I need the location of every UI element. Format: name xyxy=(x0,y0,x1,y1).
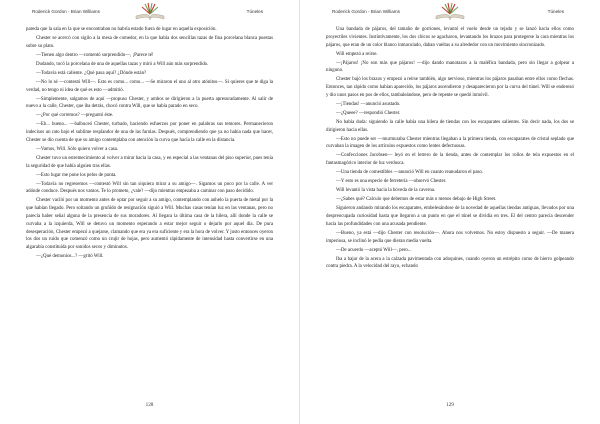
paragraph: —Bueno, ya está —dijo Chester con resolución—. Ahora nos volvemos. No estoy dispuesto a seguir. —De manera imperiosa, se inclinó le pedía que dieran media vuelta. xyxy=(326,230,574,244)
paragraph: Siguieron andando mirando los escaparates, embelesándose de la novedad de aquellas tiendas antiguas, llevados por una despreocupada curiosidad hasta que llegaron a un punto en que el túnel se dividía en tres. El del centro parecía descender hacia las profundidades con una acusada pendiente. xyxy=(326,206,574,227)
paragraph: —De acuerdo —aceptó Will—, pero... xyxy=(336,247,412,253)
paragraph: Una bandada de pájaros, del tamaño de gorriones, levantó el vuelo desde un tejado y se lanzó hacia ellos como proyectiles vivientes. Instintivamente, los dos chicos se agacharon, levantando los brazos para protegerse la cara mientras los pájaros, que eran de un color blanco inmaculado, daban vueltas a su alrededor con un movimiento sincronizado. xyxy=(326,27,574,48)
paragraph: Chester bajó los brazos y empezó a reírse también, algo nervioso, mientras los pájaros pasaban entre ellos como flechas. Entonces, tan rápido como habían aparecido, los pájaros ascendieron y desaparecieron por la curva del túnel. Will se enderezó y dio unos pasos en pos de ellos, tambaleándose, pero de repente se quedó inmóvil. xyxy=(326,77,574,98)
paragraph: Will levantó la vista hacia la bóveda de la caverna. xyxy=(336,188,436,194)
header-title: Túneles xyxy=(547,8,564,14)
paragraph: —Todavía no regresemos —contestó Will sin tan siquiera mirar a su amigo—. Sigamos un poco por la calle. A ver adónde conduce. Después nos vamos. Te lo prometo, ¿vale? —dijo mientras empezaba a caminar con paso decidido. xyxy=(26,181,273,195)
header-author: Roderick Gordon - Brian Williams xyxy=(32,8,100,14)
paragraph: —Todavía está caliente. ¿Qué pasa aquí? ¿Dónde están? xyxy=(36,70,147,76)
paragraph: —Esto no puede ser —murmuraba Chester mientras llegaban a la primera tienda, con escaparates de cristal seplado que curvaban la imagen de los artículos expuestos como lentes defectuosas. xyxy=(326,136,574,150)
right-page-header xyxy=(326,0,574,22)
paragraph: —¿Queee? —respondió Chester. xyxy=(336,110,401,116)
paragraph: No había duda: siguiendo la calle había una hilera de tiendas con los escaparates salientes. Sin decir nada, los dos se dirigieron hacia ellas. xyxy=(326,119,574,133)
paragraph: —Vamos, Will. Sólo quiero volver a casa. xyxy=(36,146,119,152)
paragraph: —Una tienda de comestibles —anunció Will en cuanto reanudaron el paso. xyxy=(336,170,484,176)
paragraph: Chester vaciló por un momento antes de optar por seguir a su amigo, contemplando con anhelo la puerta de metal por la que habían llegado. Pero soltando un gruñido de resignación siguió a Will. Muchas casas tenían luz en las ventanas, pero no parecía haber señal alguna de la presencia de sus moradores. Al llegara la última casa de la hilera, allí donde la calle se curvaba a la izquierda, Will se detuvo un momento esperando a estar mejor seguir o dejarlo por aquel día. De pura desesperación, Chester empezó a quejarse, clamando que era ya era suficiente y era la hora de volver. Y justo entonces oyeron los dos un ruido que comenzó como un crujir de hojas, pero aumentó rápidamente de intensidad hasta convertirse en una algarabía constituida por sonidos secos y diminutos. xyxy=(26,198,273,251)
paragraph: Chester tuvo un estremecimiento al volver a mirar hacia la casa, y en especial a las ventanas del piso superior, pues tenía la seguridad de que había alguien tras ellas. xyxy=(26,155,273,169)
paragraph: —¿Sabes qué? Calculo que debemos de estar más o menos debajo de High Street. xyxy=(336,197,497,203)
open-book-logo-icon xyxy=(433,1,467,21)
paragraph: Will empezó a reírse. xyxy=(336,51,378,57)
paragraph: —Eh... bueno... —balbuceó Chester, turbado, haciendo esfuerzos por poner en palabras sus temores. Permanecieron indecisos un rato bajo el sublime resplandor de una de las farolas. Después, comprendiendo que ya no había nada que hacer, Chester se dio cuenta de que su amigo contemplaba con atención la curva que hacía la calle en la distancia. xyxy=(26,122,273,143)
paragraph: —¿Por qué corremos? —preguntó éste. xyxy=(36,113,114,119)
paragraph: —Simplemente, salgamos de aquí —propuso Chester, y ambos se dirigieron a la puerta apresuradamente. Al salir de nuevo a la calle, Chester, que iba detrás, chocó contra Will, que se había parado en seco. xyxy=(26,96,273,110)
page-number: 129 xyxy=(446,402,454,408)
paragraph: —Confecciones Jacobsen— leyó en el letrero de la tienda, antes de contemplar los rollos de tela expuestos en el fantasmagórico interior de luz verdusca. xyxy=(326,153,574,167)
paragraph: pareda que la sala en la que se encontraban no habría estado fuera de lugar en aquella exposición. xyxy=(26,27,217,32)
header-author: Roderick Gordon - Brian Williams xyxy=(332,8,400,14)
paragraph: —¡Pájaros! ¡No son más que pájaros! —dijo dando manotazos a la maléfica bandada, pero sin llegar a golpear a ninguno. xyxy=(326,60,574,74)
paragraph: —¿Qué demonios...? —gritó Will. xyxy=(36,254,104,260)
paragraph: —No lo sé —contestó Will—. Esto es como... como... —Se miraron el uno al otro atónitos—. Si quieres que te diga la verdad, no tengo ni idea de qué es esto —admitió. xyxy=(26,79,273,93)
paragraph: —Y esto es una especie de ferretería —observó Chester. xyxy=(336,179,447,185)
right-page-body xyxy=(326,26,574,271)
paragraph: —Esto lugar me pone los pelos de punta. xyxy=(36,172,117,178)
paragraph: —¡Tiendas! —anunció asustado. xyxy=(336,101,401,107)
left-page-header xyxy=(26,0,273,22)
left-page-body xyxy=(26,26,273,261)
page-number: 128 xyxy=(145,402,154,408)
header-title: Túneles xyxy=(246,8,263,14)
paragraph: Iba a bajar de la acera a la calzada pavimentada con adoquines, cuando oyeron un estrépito como de hierro golpeando contra piedra. A la velocidad del rayo, echando xyxy=(326,256,574,270)
paragraph: Chester se acercó con sigilo a la mesa de comedor, en la que había dos sencillas tazas de fina porcelana blanca puestas sobre su plato. xyxy=(26,35,273,49)
paragraph: —Tienen algo dentro —comentó sorprendido—, ¡Parece té! xyxy=(36,52,154,58)
paragraph: Dudando, tocó la porcelana de una de aquellas tazas y miró a Will aún más sorprendido. xyxy=(36,61,209,67)
open-book-logo-icon xyxy=(133,1,167,21)
right-page xyxy=(300,0,600,424)
